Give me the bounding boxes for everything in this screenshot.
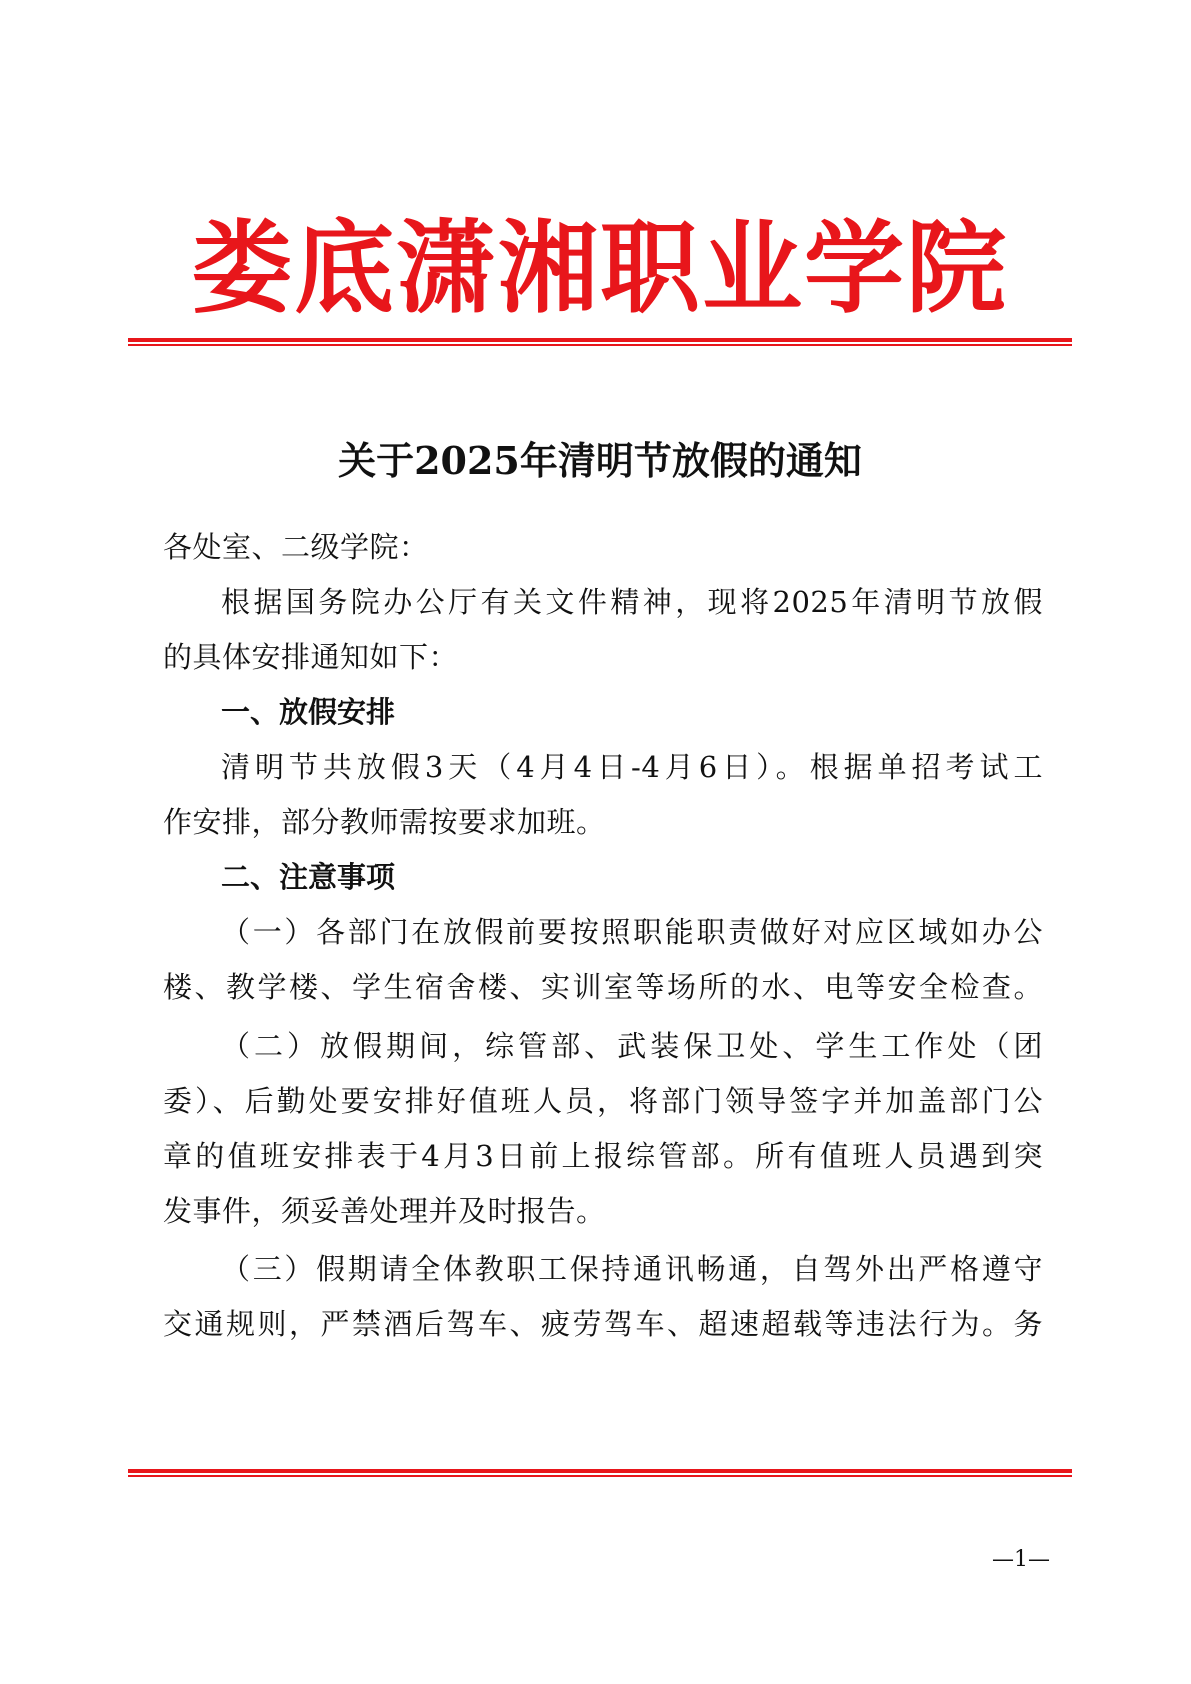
intro-line-1: 根据国务院办公厅有关文件精神，现将2025年清明节放假 <box>221 585 1043 619</box>
item3-line-2: 交通规则，严禁酒后驾车、疲劳驾车、超速超载等违法行为。务 <box>163 1307 1043 1341</box>
intro-line-2: 的具体安排通知如下： <box>163 640 459 674</box>
section1-line-2: 作安排，部分教师需按要求加班。 <box>163 805 606 839</box>
section2-heading: 二、注意事项 <box>221 860 396 894</box>
section1-line-1: 清明节共放假3天（4月4日-4月6日）。根据单招考试工 <box>221 750 1043 784</box>
item2-line-4: 发事件，须妥善处理并及时报告。 <box>163 1194 606 1228</box>
item1-line-2: 楼、教学楼、学生宿舍楼、实训室等场所的水、电等安全检查。 <box>163 970 1043 1004</box>
footer-red-rule <box>128 1469 1072 1477</box>
item3-line-1: （三）假期请全体教职工保持通讯畅通，自驾外出严格遵守 <box>221 1252 1043 1286</box>
item2-line-1: （二）放假期间，综管部、武装保卫处、学生工作处（团 <box>221 1029 1043 1063</box>
section1-heading: 一、放假安排 <box>221 695 396 729</box>
page-number: —1— <box>992 1547 1050 1572</box>
item2-line-2: 委）、后勤处要安排好值班人员，将部门领导签字并加盖部门公 <box>163 1084 1043 1118</box>
salutation: 各处室、二级学院： <box>163 530 429 564</box>
item2-line-3: 章的值班安排表于4月3日前上报综管部。所有值班人员遇到突 <box>163 1139 1043 1173</box>
document-title: 关于2025年清明节放假的通知 <box>338 438 862 483</box>
item1-line-1: （一）各部门在放假前要按照职能职责做好对应区域如办公 <box>221 915 1043 949</box>
masthead-title: 娄底潇湘职业学院 <box>192 209 1008 327</box>
masthead-red-rule <box>128 338 1072 346</box>
